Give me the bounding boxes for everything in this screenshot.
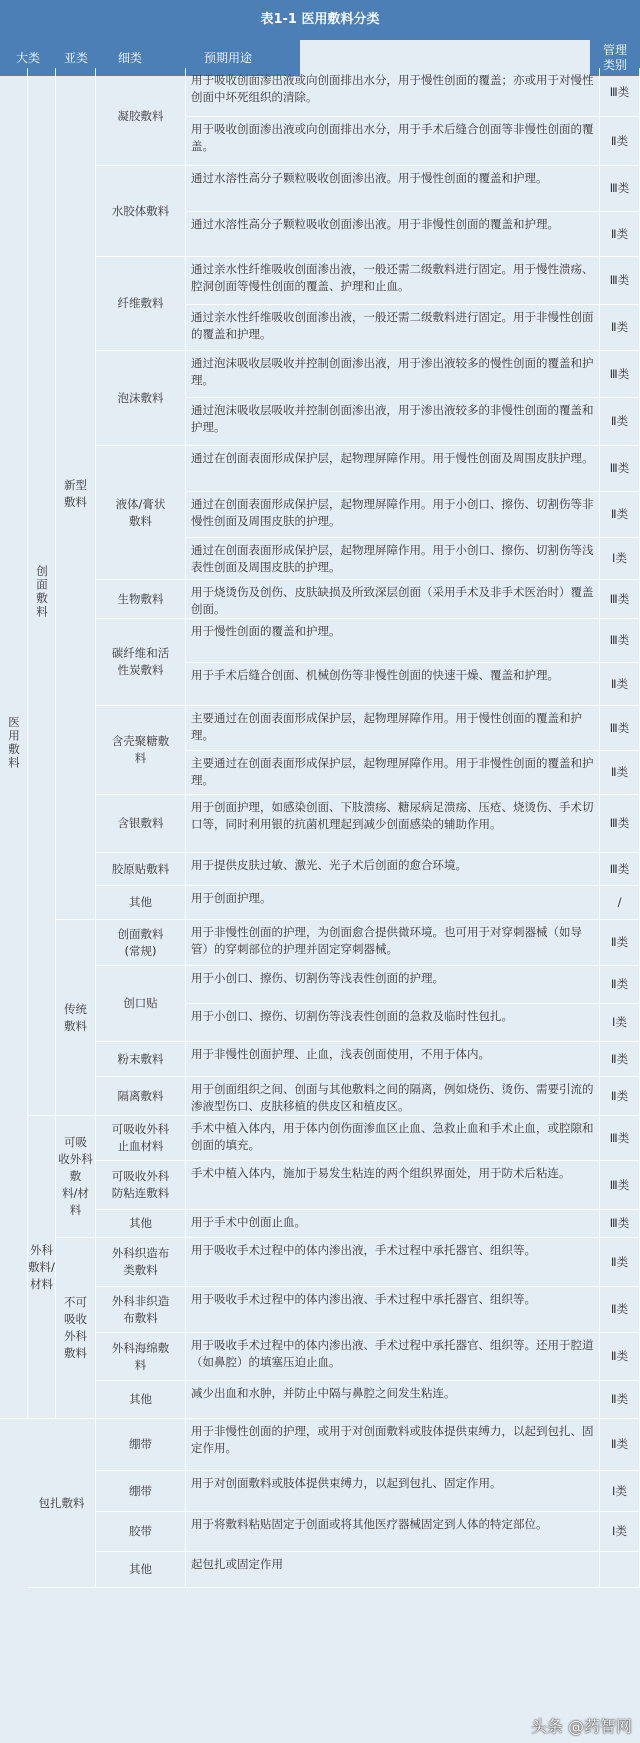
category-label: 其他: [129, 1392, 152, 1406]
class-cell: Ⅲ类: [600, 68, 640, 117]
class-cell: Ⅱ类: [600, 398, 640, 446]
category-s-barrier: [96, 1077, 186, 1116]
category-s-sponge: [96, 1333, 186, 1381]
category-label: 胶原贴敷料: [111, 861, 170, 876]
header-col-2: 亚类: [48, 40, 104, 76]
usage-cell: 用于对创面敷料或肢体提供束缚力，以起到包扎、固定作用。: [186, 1471, 600, 1512]
class-cell: Ⅲ类: [600, 1161, 640, 1210]
category-label: 胶带: [129, 1524, 152, 1538]
category-bandage: [28, 1419, 96, 1588]
class-cell: Ⅱ类: [600, 1042, 640, 1077]
category-label: 含银敷料: [117, 816, 164, 830]
category-label: 包扎敷料: [38, 1495, 85, 1510]
table-title: 表1-1 医用敷料分类: [0, 0, 640, 40]
category-s-gel: [96, 68, 186, 166]
category-label: 隔离敷料: [117, 1088, 164, 1103]
category-s-collagen: [96, 853, 186, 886]
category-s-carbon: [96, 619, 186, 706]
usage-cell: 用于小创口、擦伤、切割伤等浅表性创面的急救及临时性包扎。: [186, 1004, 600, 1042]
usage-cell: 手术中植入体内，施加于易发生粘连的两个组织界面处，用于防术后粘连。: [186, 1161, 600, 1210]
category-s-other2: [96, 1210, 186, 1238]
class-cell: Ⅱ类: [600, 1077, 640, 1116]
class-cell: Ⅲ类: [600, 853, 640, 886]
class-cell: Ⅲ类: [600, 795, 640, 853]
category-absorb: [56, 1116, 96, 1238]
usage-cell: 通过泡沫吸收层吸收并控制创面渗出液，用于渗出液较多的慢性创面的覆盖和护理。: [186, 351, 600, 398]
category-s-other4: [96, 1552, 186, 1588]
usage-cell: 主要通过在创面表面形成保护层，起物理屏障作用。用于慢性创面的覆盖和护理。: [186, 706, 600, 751]
usage-cell: 用于非慢性创面的护理，或用于对创面敷料或肢体提供束缚力，以起到包扎、固定作用。: [186, 1419, 600, 1471]
category-s-other1: [96, 886, 186, 920]
category-label: 可吸 收外科敷 料/材 料: [58, 1135, 93, 1217]
usage-cell: 用于小创口、擦伤、切割伤等浅表性创面的护理。: [186, 966, 600, 1004]
category-s-band1: [96, 1419, 186, 1471]
usage-cell: 通过亲水性纤维吸收创面渗出液，一般还需二级敷料进行固定。用于非慢性创面的覆盖和护理。: [186, 305, 600, 351]
category-s-fiber: [96, 257, 186, 351]
category-s-band2: [96, 1471, 186, 1512]
usage-cell: 用于吸收手术过程中的体内渗出液，手术过程中承托器官、组织等。: [186, 1238, 600, 1287]
usage-cell: 用于创面护理，如感染创面、下肢溃疡、糖尿病足溃疡、压疮、烧烫伤、手术切口等，同时利用银的抗菌机理起到减少创面感染的辅助作用。: [186, 795, 600, 853]
usage-cell: 通过在创面表面形成保护层，起物理屏障作用。用于慢性创面及周围皮肤护理。: [186, 446, 600, 492]
category-trad: [56, 920, 96, 1116]
category-nonabsorb: [56, 1238, 96, 1419]
class-cell: Ⅲ类: [600, 166, 640, 212]
category-s-other3: [96, 1381, 186, 1419]
usage-cell: 主要通过在创面表面形成保护层，起物理屏障作用。用于非慢性创面的覆盖和护理。: [186, 751, 600, 795]
usage-cell: 通过在创面表面形成保护层，起物理屏障作用。用于小创口、擦伤、切割伤等浅表性创面及周围皮肤的护理。: [186, 538, 600, 580]
class-cell: Ⅱ类: [600, 1287, 640, 1333]
usage-cell: 减少出血和水肿，并防止中隔与鼻腔之间发生粘连。: [186, 1381, 600, 1419]
class-cell: Ⅲ类: [600, 257, 640, 305]
usage-cell: 通过在创面表面形成保护层，起物理屏障作用。用于小创口、擦伤、切割伤等非慢性创面及周围皮肤的护理。: [186, 492, 600, 538]
class-cell: Ⅲ类: [600, 1210, 640, 1238]
category-s-powder: [96, 1042, 186, 1077]
category-label: 外科非织造 布敷料: [111, 1293, 170, 1325]
usage-cell: 用于慢性创面的覆盖和护理。: [186, 619, 600, 663]
category-label: 传统 敷料: [64, 1001, 87, 1033]
usage-cell: 用于吸收手术过程中的体内渗出液、手术过程中承托器官、组织等。还用于腔道（如鼻腔）的填塞压迫止血。: [186, 1333, 600, 1381]
class-cell: Ⅲ类: [600, 446, 640, 492]
category-s-bio: [96, 580, 186, 619]
usage-cell: 用于非慢性创面护理、止血，浅表创面使用，不用于体内。: [186, 1042, 600, 1077]
class-cell: Ⅰ类: [600, 1471, 640, 1512]
category-label: 纤维敷料: [117, 296, 164, 310]
class-cell: [600, 1552, 640, 1588]
category-s-liquid: [96, 446, 186, 580]
category-s-tape: [96, 1512, 186, 1552]
header-col-4: 预期用途: [156, 40, 300, 76]
class-cell: Ⅱ类: [600, 1238, 640, 1287]
usage-cell: 用于烧烫伤及创伤、皮肤缺损及所致深层创面（采用手术及非手术医治时）覆盖创面。: [186, 580, 600, 619]
usage-cell: 用于提供皮肤过敏、激光、光子术后创面的愈合环境。: [186, 853, 600, 886]
header-col-3: 细类: [104, 40, 156, 76]
category-label: 碳纤维和活 性炭敷料: [111, 646, 170, 677]
usage-cell: 手术中植入体内，用于体内创伤面渗血区止血、急救止血和手术止血，或腔隙和创面的填充。: [186, 1116, 600, 1161]
header-col-1: 大类: [0, 40, 56, 76]
category-label: 创面敷料: [35, 564, 49, 619]
category-s-woundreg: [96, 920, 186, 966]
class-cell: Ⅱ类: [600, 966, 640, 1004]
category-label: 生物敷料: [117, 591, 164, 606]
category-label: 粉末敷料: [117, 1051, 164, 1066]
class-cell: Ⅲ类: [600, 580, 640, 619]
usage-cell: 用于吸收创面渗出液或向创面排出水分，用于手术后缝合创面等非慢性创面的覆盖。: [186, 117, 600, 166]
category-s-plaster: [96, 966, 186, 1042]
usage-cell: 用于非慢性创面的护理，为创面愈合提供微环境。也可用于对穿刺器械（如导管）的穿刺部位的护理并固定穿刺器械。: [186, 920, 600, 966]
class-cell: Ⅲ类: [600, 706, 640, 751]
category-wound: [28, 68, 56, 1116]
category-s-woven: [96, 1238, 186, 1287]
category-label: 外科织造布 类敷料: [111, 1246, 170, 1277]
usage-cell: 用于手术后缝合创面、机械创伤等非慢性创面的快速干燥、覆盖和护理。: [186, 663, 600, 706]
class-cell: Ⅱ类: [600, 751, 640, 795]
usage-cell: 用于创面护理。: [186, 886, 600, 920]
category-label: 创口贴: [123, 996, 158, 1010]
usage-cell: 通过水溶性高分子颗粒吸收创面渗出液。用于非慢性创面的覆盖和护理。: [186, 212, 600, 257]
watermark: 头条 @药智网: [530, 1717, 632, 1736]
category-s-hemo: [96, 1116, 186, 1161]
category-s-nonwoven: [96, 1287, 186, 1333]
category-label: 可吸收外科 防粘连敷料: [111, 1169, 170, 1200]
category-s-antiadh: [96, 1161, 186, 1210]
category-label: 外科 敷料/材料: [28, 1242, 55, 1291]
class-cell: Ⅲ类: [600, 351, 640, 398]
category-label: 不可 吸收 外科 敷料: [64, 1295, 87, 1360]
header-col-5: 管理 类别: [590, 40, 640, 76]
class-cell: Ⅲ类: [600, 619, 640, 663]
class-cell: Ⅱ类: [600, 492, 640, 538]
category-s-chitosan: [96, 706, 186, 795]
category-label: 绷带: [129, 1437, 152, 1451]
category-label: 凝胶敷料: [117, 109, 164, 123]
category-s-silver: [96, 795, 186, 853]
category-label: 其他: [129, 1216, 152, 1230]
category-surg: [28, 1116, 56, 1419]
class-cell: Ⅰ类: [600, 538, 640, 580]
class-cell: Ⅱ类: [600, 1333, 640, 1381]
category-s-foam: [96, 351, 186, 446]
class-cell: Ⅱ类: [600, 212, 640, 257]
category-label: 创面敷料 (常规): [117, 926, 164, 958]
usage-cell: 用于将敷料粘贴固定于创面或将其他医疗器械固定到人体的特定部位。: [186, 1512, 600, 1552]
category-label: 其他: [129, 1562, 152, 1576]
category-label: 泡沫敷料: [117, 390, 164, 405]
usage-cell: 起包扎或固定作用: [186, 1552, 600, 1588]
class-cell: Ⅱ类: [600, 117, 640, 166]
class-cell: Ⅱ类: [600, 1381, 640, 1419]
category-label: 外科海绵敷 料: [111, 1340, 170, 1372]
class-cell: Ⅱ类: [600, 305, 640, 351]
class-cell: Ⅰ类: [600, 1004, 640, 1042]
category-major: [0, 68, 28, 1419]
class-cell: /: [600, 886, 640, 920]
class-cell: Ⅱ类: [600, 920, 640, 966]
category-label: 新型 敷料: [64, 477, 87, 509]
category-label: 绷带: [129, 1483, 152, 1498]
class-cell: Ⅱ类: [600, 1419, 640, 1471]
category-label: 含壳聚糖敷 料: [111, 734, 170, 765]
category-label: 其他: [129, 895, 152, 909]
class-cell: Ⅲ类: [600, 1116, 640, 1161]
usage-cell: 通过亲水性纤维吸收创面渗出液，一般还需二级敷料进行固定。用于慢性溃疡、腔洞创面等慢性创面的覆盖、护理和止血。: [186, 257, 600, 305]
usage-cell: 用于创面组织之间、创面与其他敷料之间的隔离，例如烧伤、烫伤、需要引流的渗液型伤口、皮肤移植的供皮区和植皮区。: [186, 1077, 600, 1116]
category-s-hydro: [96, 166, 186, 257]
usage-cell: 通过泡沫吸收层吸收并控制创面渗出液，用于渗出液较多的非慢性创面的覆盖和护理。: [186, 398, 600, 446]
usage-cell: 用于吸收手术过程中的体内渗出液、手术过程中承托器官、组织等。: [186, 1287, 600, 1333]
category-label: 液体/膏状 敷料: [115, 496, 166, 528]
class-cell: Ⅱ类: [600, 663, 640, 706]
category-label: 医用敷料: [7, 716, 21, 770]
usage-cell: 用于吸收创面渗出液或向创面排出水分，用于慢性创面的覆盖；亦或用于对慢性创面中坏死组织的清除。: [186, 68, 600, 117]
category-label: 水胶体敷料: [111, 203, 170, 218]
category-label: 可吸收外科 止血材料: [111, 1122, 170, 1153]
class-cell: Ⅰ类: [600, 1512, 640, 1552]
usage-cell: 用于手术中创面止血。: [186, 1210, 600, 1238]
usage-cell: 通过水溶性高分子颗粒吸收创面渗出液。用于慢性创面的覆盖和护理。: [186, 166, 600, 212]
category-new: [56, 68, 96, 920]
